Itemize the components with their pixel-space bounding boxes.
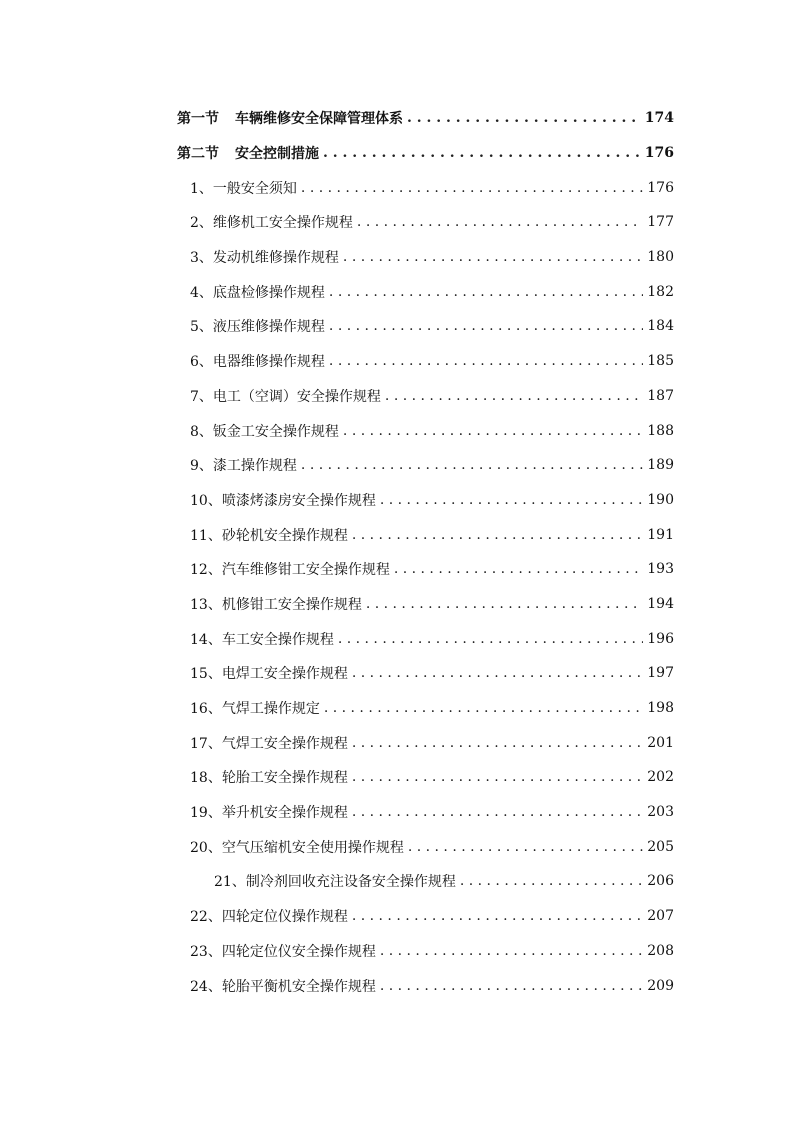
toc-page-number: 203 — [647, 804, 674, 821]
toc-item[interactable] — [0, 899, 793, 934]
toc-item-label: 17、气焊工安全操作规程 — [190, 735, 348, 752]
toc-page-number: 208 — [647, 942, 674, 959]
dot-leader — [380, 943, 643, 959]
dot-leader — [343, 423, 643, 439]
toc-item[interactable] — [0, 587, 793, 622]
toc-page-number: 206 — [647, 873, 674, 890]
dot-leader — [380, 978, 643, 994]
toc-item-label: 1、一般安全须知 — [190, 180, 297, 197]
toc-page-number: 185 — [647, 353, 674, 370]
toc-section-2[interactable] — [0, 136, 793, 171]
toc-page-number: 205 — [647, 838, 674, 855]
dot-leader — [329, 284, 643, 300]
toc-page-number: 191 — [647, 526, 674, 543]
toc-section-title: 车辆维修安全保障管理体系 — [235, 111, 403, 128]
dot-leader — [352, 804, 643, 820]
toc-page-number: 190 — [647, 491, 674, 508]
dot-leader — [407, 110, 641, 126]
toc-item-label: 21、制冷剂回收充注设备安全操作规程 — [214, 874, 456, 891]
toc-item[interactable] — [0, 725, 793, 760]
toc-item-label: 3、发动机维修操作规程 — [190, 250, 339, 267]
dot-leader — [301, 457, 643, 473]
toc-item-label: 10、喷漆烤漆房安全操作规程 — [190, 492, 376, 509]
toc-item-label: 18、轮胎工安全操作规程 — [190, 770, 348, 787]
toc-item-label: 22、四轮定位仪操作规程 — [190, 909, 348, 926]
toc-page-number: 180 — [647, 249, 674, 266]
dot-leader — [357, 214, 643, 230]
dot-leader — [352, 769, 643, 785]
toc-item-label: 24、轮胎平衡机安全操作规程 — [190, 978, 376, 995]
toc-item[interactable] — [0, 274, 793, 309]
dot-leader — [338, 631, 643, 647]
toc-page-number: 196 — [647, 630, 674, 647]
toc-item[interactable] — [0, 795, 793, 830]
toc-page-number: 187 — [647, 387, 674, 404]
toc-page-number: 174 — [644, 110, 674, 127]
dot-leader — [352, 665, 643, 681]
toc-page-number: 189 — [647, 457, 674, 474]
toc-page-number: 188 — [647, 422, 674, 439]
toc-item[interactable] — [0, 379, 793, 414]
toc-item-label: 15、电焊工安全操作规程 — [190, 666, 348, 683]
toc-section-label — [177, 108, 403, 128]
toc-item[interactable] — [0, 309, 793, 344]
toc-item-label: 14、车工安全操作规程 — [190, 631, 334, 648]
toc-item-label: 12、汽车维修钳工安全操作规程 — [190, 562, 390, 579]
toc-item-label: 2、维修机工安全操作规程 — [190, 215, 353, 232]
toc-item[interactable] — [0, 483, 793, 518]
toc-item[interactable] — [0, 240, 793, 275]
toc-section-label — [177, 143, 319, 163]
toc-page-number: 177 — [647, 214, 674, 231]
toc-item[interactable] — [0, 934, 793, 969]
toc-item[interactable] — [0, 413, 793, 448]
dot-leader — [460, 873, 643, 889]
toc-item[interactable] — [0, 968, 793, 1003]
dot-leader — [394, 561, 643, 577]
toc-item-label: 8、钣金工安全操作规程 — [190, 423, 339, 440]
dot-leader — [352, 527, 643, 543]
toc-page-number: 184 — [647, 318, 674, 335]
toc-page-number: 176 — [644, 145, 674, 162]
toc-item-label: 16、气焊工操作规定 — [190, 701, 320, 718]
dot-leader — [323, 145, 641, 161]
dot-leader — [380, 492, 643, 508]
toc-page-number: 194 — [647, 595, 674, 612]
dot-leader — [366, 596, 643, 612]
toc-item-label: 9、漆工操作规程 — [190, 458, 297, 475]
dot-leader — [324, 700, 643, 716]
toc-item-label: 4、底盘检修操作规程 — [190, 284, 325, 301]
toc-page-number: 198 — [647, 700, 674, 717]
toc-item[interactable] — [0, 691, 793, 726]
toc-page-number: 193 — [647, 561, 674, 578]
dot-leader — [385, 388, 643, 404]
toc-item[interactable] — [0, 552, 793, 587]
toc-item-label: 20、空气压缩机安全使用操作规程 — [190, 839, 404, 856]
toc-item-label: 19、举升机安全操作规程 — [190, 805, 348, 822]
toc-item[interactable] — [0, 517, 793, 552]
toc-item[interactable] — [0, 829, 793, 864]
toc-item[interactable] — [0, 621, 793, 656]
toc-item[interactable] — [0, 760, 793, 795]
dot-leader — [352, 735, 643, 751]
toc-page-number: 201 — [647, 734, 674, 751]
dot-leader — [301, 180, 643, 196]
toc-section-1[interactable] — [0, 101, 793, 136]
toc-page-number: 197 — [647, 665, 674, 682]
toc-page-number: 209 — [647, 977, 674, 994]
toc-item[interactable] — [0, 448, 793, 483]
toc-page-number: 176 — [647, 179, 674, 196]
toc-item[interactable] — [0, 205, 793, 240]
toc-page-number: 207 — [647, 908, 674, 925]
toc-item[interactable] — [0, 656, 793, 691]
toc-item[interactable] — [0, 864, 793, 899]
toc-item-label: 11、砂轮机安全操作规程 — [190, 527, 348, 544]
dot-leader — [329, 353, 643, 369]
dot-leader — [352, 908, 643, 924]
dot-leader — [343, 249, 643, 265]
toc-item-label: 23、四轮定位仪安全操作规程 — [190, 943, 376, 960]
table-of-contents — [0, 101, 793, 1003]
toc-item[interactable] — [0, 170, 793, 205]
toc-section-title: 安全控制措施 — [235, 146, 319, 163]
toc-item-label: 6、电器维修操作规程 — [190, 354, 325, 371]
toc-page-number: 182 — [647, 283, 674, 300]
toc-item[interactable] — [0, 344, 793, 379]
toc-section-number: 第一节 — [177, 111, 219, 128]
toc-section-number: 第二节 — [177, 146, 219, 163]
toc-item-label: 5、液压维修操作规程 — [190, 319, 325, 336]
toc-page-number: 202 — [647, 769, 674, 786]
dot-leader — [408, 839, 643, 855]
toc-item-label: 7、电工（空调）安全操作规程 — [190, 388, 381, 405]
toc-item-label: 13、机修钳工安全操作规程 — [190, 596, 362, 613]
dot-leader — [329, 318, 643, 334]
